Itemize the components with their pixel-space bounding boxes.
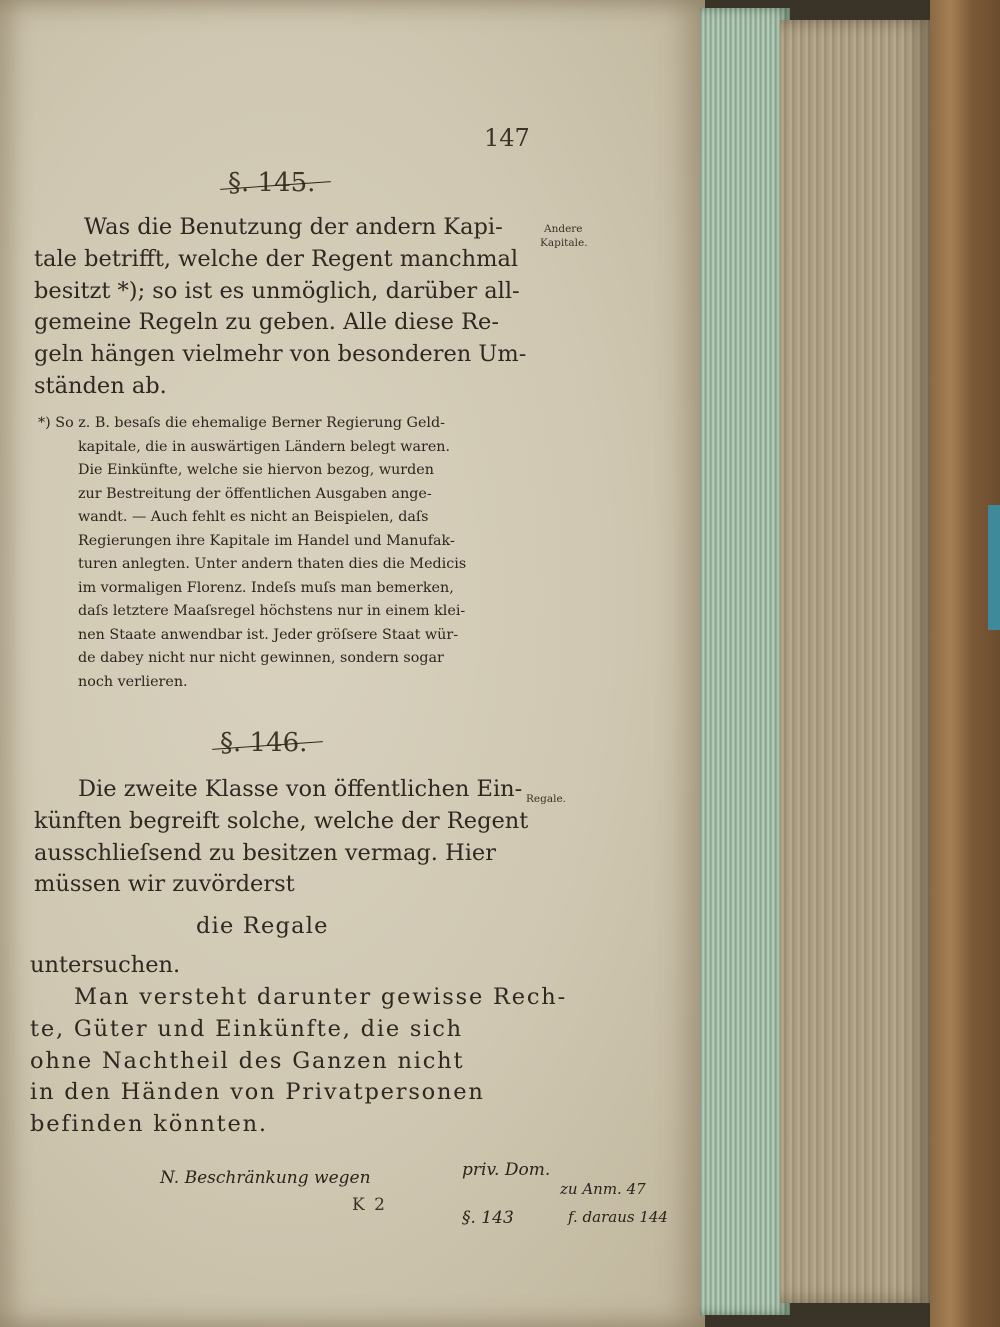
book-block [780,20,930,1303]
handwritten-note-right-top: zu Anm. 47 [560,1180,646,1198]
margin-note-andere-kapitale [540,222,588,250]
paragraph-3-line: untersuchen. [30,952,181,978]
paragraph-2 [34,774,554,901]
blue-bookmark-tab [988,505,1000,630]
paragraph-1-line: tale betrifft, welche der Regent manchmal [34,245,519,272]
paragraph-3 [30,950,550,982]
paragraph-1-line: ständen ab. [34,372,167,399]
handwritten-note-left: N. Beschränkung wegen [160,1168,371,1188]
paragraph-1-line: geln hängen vielmehr von besonderen Um- [34,341,527,368]
handwritten-note-mid-top: priv. Dom. [462,1160,551,1180]
handwritten-note-mid-bottom: §. 143 [462,1208,514,1228]
section-heading-146: §. 146. [220,728,308,758]
footnote-line: noch verlieren. [78,673,188,690]
paragraph-4-line: te, Güter und Einkünfte, die sich [30,1015,463,1042]
footnote-line: nen Staate anwendbar ist. Jeder gröſsere Staat wür- [78,626,459,643]
paragraph-4-line: ohne Nachtheil des Ganzen nicht [30,1047,465,1074]
paragraph-2-line: müssen wir zuvörderst [34,871,295,898]
section-heading-145: §. 145. [228,168,316,198]
footnote-line: *) So z. B. besaſs die ehemalige Berner Regierung Geld- [38,415,445,431]
paragraph-2-line: künften begreift solche, welche der Regent [34,807,529,834]
footnote-line: wandt. — Auch fehlt es nicht an Beispielen, daſs [78,509,429,525]
paragraph-1-line: gemeine Regeln zu geben. Alle diese Re- [34,309,499,336]
footnote-line: im vormaligen Florenz. Indeſs muſs man bemerken, [78,579,454,596]
footnote-line: Regierungen ihre Kapitale im Handel und Manufak- [78,532,455,549]
page-number: 147 [484,124,530,152]
paragraph-4-line: in den Händen von Privatpersonen [30,1079,485,1106]
signature-mark: K 2 [352,1195,387,1215]
margin-note-line: Kapitale. [540,237,588,249]
paragraph-1-line: besitzt *); so ist es unmöglich, darüber all- [34,277,520,304]
book-cover [930,0,1000,1327]
paragraph-4 [30,982,567,1141]
footnote [38,412,516,694]
paragraph-4-line: befinden könnten. [30,1111,268,1138]
footnote-line: Die Einkünfte, welche sie hiervon bezog, wurden [78,462,434,478]
footnote-line: kapitale, die in auswärtigen Ländern belegt waren. [78,438,451,455]
centered-term: die Regale [196,913,329,939]
margin-note-regale: Regale. [526,793,567,805]
footnote-line: turen anlegten. Unter andern thaten dies die Medicis [78,556,467,572]
page-edges [700,8,790,1315]
paragraph-4-line: Man versteht darunter gewisse Rech- [74,984,567,1010]
paragraph-2-line: ausschlieſsend zu besitzen vermag. Hier [34,839,496,866]
paragraph-1-line: Was die Benutzung der andern Kapi- [84,214,503,240]
paragraph-2-line: Die zweite Klasse von öffentlichen Ein- [78,776,523,802]
paragraph-1 [34,212,554,403]
footnote-line: zur Bestreitung der öffentlichen Ausgaben ange- [78,485,432,502]
footnote-line: daſs letztere Maaſsregel höchstens nur in einem klei- [78,603,466,619]
handwritten-note-right-bottom: f. daraus 144 [568,1208,668,1226]
margin-note-line: Andere [544,223,583,235]
footnote-line: de dabey nicht nur nicht gewinnen, sondern sogar [78,650,444,666]
